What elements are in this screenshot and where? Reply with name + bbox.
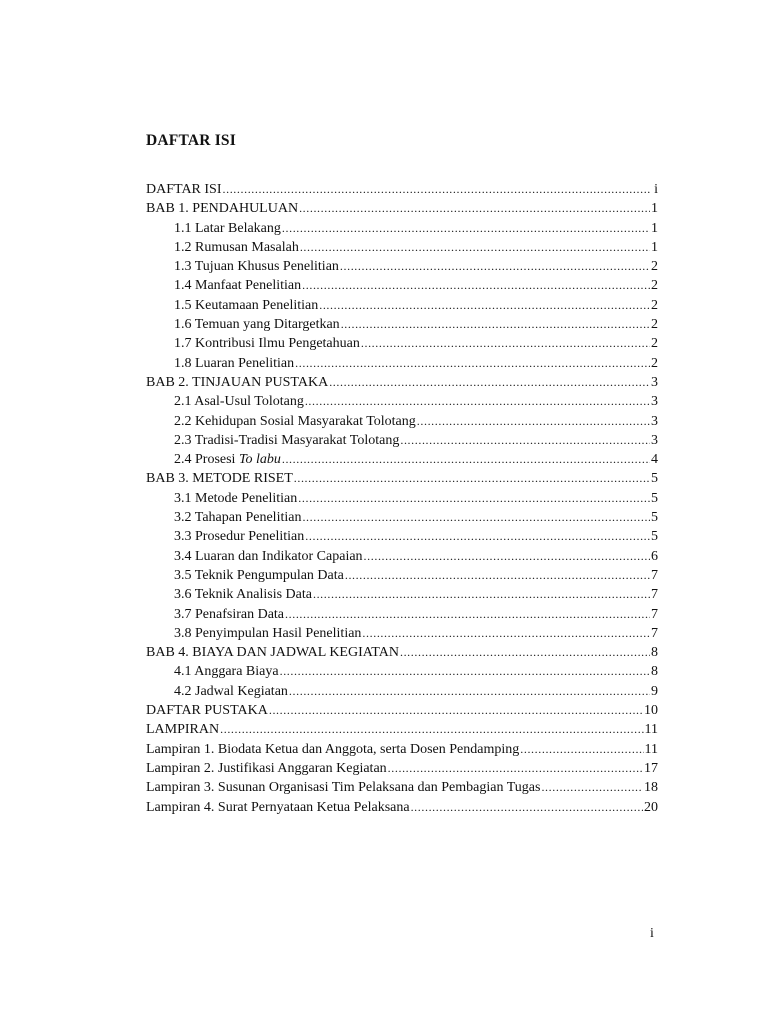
page-title: DAFTAR ISI [146,132,236,149]
toc-entry-label [174,276,301,295]
toc-entry-label [174,412,416,431]
toc-dot-leader [280,662,650,681]
toc-entry-label [174,682,288,701]
toc-entry-text: 1.5 Keutamaan Penelitian [174,297,319,313]
toc-entry-page: 1 [651,201,658,217]
toc-entry-page: 3 [651,374,658,390]
toc-dot-leader [319,296,650,315]
toc-entry [146,334,658,353]
toc-entry-text: 2.2 Kehidupan Sosial Masyarakat Tolotang [174,413,416,429]
page-number: i [650,926,654,941]
toc-entry-text: Lampiran 4. Surat Pernyataan Ketua Pelaksana [146,799,410,815]
toc-entry-label [146,469,293,488]
toc-dot-leader [302,276,650,295]
toc-entry [146,315,658,334]
toc-entry [146,296,658,315]
toc-entry-text: 2.4 Prosesi [174,452,239,468]
toc-entry-page: i [654,182,658,197]
toc-entry [146,566,658,585]
toc-entry [146,219,658,238]
toc-entry-page: 20 [644,799,658,815]
toc-dot-leader [364,547,650,566]
toc-entry-page: 6 [651,548,658,564]
toc-entry-label [174,392,304,411]
toc-entry-label [174,354,294,373]
toc-entry-text: 1.8 Luaran Penelitian [174,355,295,371]
toc-entry-label [146,643,399,662]
toc-entry-label [174,527,304,546]
toc-dot-leader [269,701,643,720]
toc-entry-label [146,778,540,797]
toc-entry-label [174,450,281,469]
toc-entry-page: 2 [651,278,658,294]
toc-entry [146,180,658,199]
toc-entry-page: 10 [644,703,658,719]
toc-entry-label [174,585,312,604]
toc-entry [146,682,658,701]
toc-entry-text: 1.1 Latar Belakang [174,220,281,236]
toc-entry-page: 5 [651,471,658,487]
toc-entry-page: 2 [651,355,658,371]
toc-entry-page: 9 [651,683,658,699]
toc-entry-italic-text: To labu [238,452,281,468]
toc-entry-page: 3 [651,413,658,429]
toc-entry [146,624,658,643]
toc-entry-text: BAB 2. TINJAUAN PUSTAKA [146,374,329,390]
toc-entry-text: Lampiran 3. Susunan Organisasi Tim Pelaksana dan Pembagian Tugas [146,780,541,796]
toc-entry-page: 8 [651,664,658,680]
toc-entry-text: 3.8 Penyimpulan Hasil Penelitian [174,625,362,641]
toc-entry [146,257,658,276]
toc-entry-page: 7 [651,587,658,603]
toc-entry-label [146,701,268,720]
toc-entry-text: 1.4 Manfaat Penelitian [174,278,302,294]
toc-entry-text: 2.3 Tradisi-Tradisi Masyarakat Tolotang [174,432,400,448]
toc-entry-page: 3 [651,394,658,410]
toc-dot-leader [299,199,650,218]
toc-entry [146,662,658,681]
toc-entry-page: 2 [651,336,658,352]
toc-entry-text: 3.5 Teknik Pengumpulan Data [174,567,344,583]
toc-entry-label [174,489,297,508]
toc-dot-leader [400,431,650,450]
toc-entry-text: 3.2 Tahapan Penelitian [174,510,302,526]
toc-entry-text: 4.1 Anggara Biaya [174,664,279,680]
toc-entry-page: 7 [651,567,658,583]
toc-entry-label [146,199,298,218]
toc-dot-leader [285,605,650,624]
toc-dot-leader [305,527,650,546]
toc-entry [146,701,658,720]
toc-dot-leader [282,450,650,469]
toc-dot-leader [520,740,643,759]
toc-entry-page: 2 [651,317,658,333]
toc-entry [146,759,658,778]
toc-dot-leader [220,720,643,739]
toc-entry-label [174,566,344,585]
toc-dot-leader [340,257,650,276]
toc-entry-page: 4 [651,452,658,468]
toc-entry-text: 3.7 Penafsiran Data [174,606,285,622]
toc-entry-page: 1 [651,239,658,255]
toc-entry-text: DAFTAR ISI [146,182,222,197]
toc-entry-label [174,334,360,353]
toc-entry-label [174,431,399,450]
toc-entry [146,720,658,739]
toc-entry-text: 1.3 Tujuan Khusus Penelitian [174,259,339,275]
toc-entry-label [174,547,363,566]
toc-entry-text: 1.6 Temuan yang Ditargetkan [174,317,340,333]
toc-entry-page: 2 [651,259,658,275]
toc-entry-text: 1.7 Kontribusi Ilmu Pengetahuan [174,336,360,352]
toc-entry-text: 1.2 Rumusan Masalah [174,239,299,255]
toc-dot-leader [305,392,650,411]
toc-dot-leader [400,643,650,662]
toc-entry-page: 5 [651,490,658,506]
toc-dot-leader [417,412,650,431]
toc-entry [146,199,658,218]
toc-dot-leader [313,585,650,604]
toc-entry-label [174,605,284,624]
toc-entry [146,450,658,469]
toc-entry [146,740,658,759]
toc-entry [146,431,658,450]
toc-entry-text: 4.2 Jadwal Kegiatan [174,683,288,699]
toc-dot-leader [295,354,650,373]
toc-entry-page: 17 [644,760,658,776]
toc-entry-text: Lampiran 1. Biodata Ketua dan Anggota, serta Dosen Pendamping [146,741,520,757]
toc-entry-text: 3.1 Metode Penelitian [174,490,298,506]
toc-entry-text: BAB 1. PENDAHULUAN [146,201,299,217]
toc-dot-leader [302,508,650,527]
toc-dot-leader [361,334,650,353]
toc-entry [146,412,658,431]
toc-entry [146,778,658,797]
toc-dot-leader [223,180,652,199]
toc-entry-page: 2 [651,297,658,313]
toc-entry-label [146,373,328,392]
toc-entry-page: 18 [644,780,658,796]
toc-dot-leader [298,489,650,508]
toc-entry [146,238,658,257]
toc-entry [146,392,658,411]
toc-entry-label [146,740,519,759]
toc-entry-label [174,257,339,276]
toc-dot-leader [294,469,650,488]
table-of-contents [146,180,658,817]
toc-entry-page: 1 [651,220,658,236]
toc-entry-page: 7 [651,625,658,641]
toc-entry-label [174,508,301,527]
toc-entry [146,527,658,546]
toc-entry-page: 11 [644,722,658,738]
toc-entry-label [174,296,318,315]
toc-entry-page: 8 [651,645,658,661]
toc-entry-text: Lampiran 2. Justifikasi Anggaran Kegiatan [146,760,387,776]
toc-dot-leader [289,682,650,701]
toc-entry-text: BAB 4. BIAYA DAN JADWAL KEGIATAN [146,645,399,661]
toc-entry-page: 5 [651,529,658,545]
toc-entry [146,508,658,527]
toc-dot-leader [300,238,650,257]
toc-dot-leader [329,373,650,392]
toc-entry [146,469,658,488]
toc-entry-label [174,315,340,334]
toc-dot-leader [362,624,650,643]
toc-entry-page: 5 [651,510,658,526]
toc-dot-leader [341,315,650,334]
toc-dot-leader [282,219,650,238]
toc-dot-leader [388,759,643,778]
toc-entry-text: 3.3 Prosedur Penelitian [174,529,305,545]
toc-dot-leader [345,566,650,585]
toc-entry-label [174,662,279,681]
toc-entry-text: 3.4 Luaran dan Indikator Capaian [174,548,363,564]
toc-entry [146,547,658,566]
toc-entry-page: 11 [644,741,658,757]
toc-dot-leader [411,798,643,817]
toc-entry [146,605,658,624]
toc-entry-page: 7 [651,606,658,622]
toc-entry-label [174,219,281,238]
toc-entry-label [146,720,219,739]
toc-entry [146,489,658,508]
toc-entry [146,354,658,373]
toc-entry-label [146,798,410,817]
toc-entry [146,585,658,604]
toc-entry-label [174,624,361,643]
toc-entry-label [174,238,299,257]
toc-entry-label [146,180,222,199]
toc-entry [146,643,658,662]
toc-entry-text: 3.6 Teknik Analisis Data [174,587,312,603]
toc-entry-text: 2.1 Asal-Usul Tolotang [174,394,304,410]
toc-entry [146,276,658,295]
toc-entry-text: BAB 3. METODE RISET [146,471,293,487]
toc-entry-text: LAMPIRAN [146,722,220,738]
toc-entry-text: DAFTAR PUSTAKA [146,703,268,719]
toc-dot-leader [541,778,643,797]
toc-entry-label [146,759,387,778]
toc-entry [146,373,658,392]
toc-entry [146,798,658,817]
toc-entry-page: 3 [651,432,658,448]
